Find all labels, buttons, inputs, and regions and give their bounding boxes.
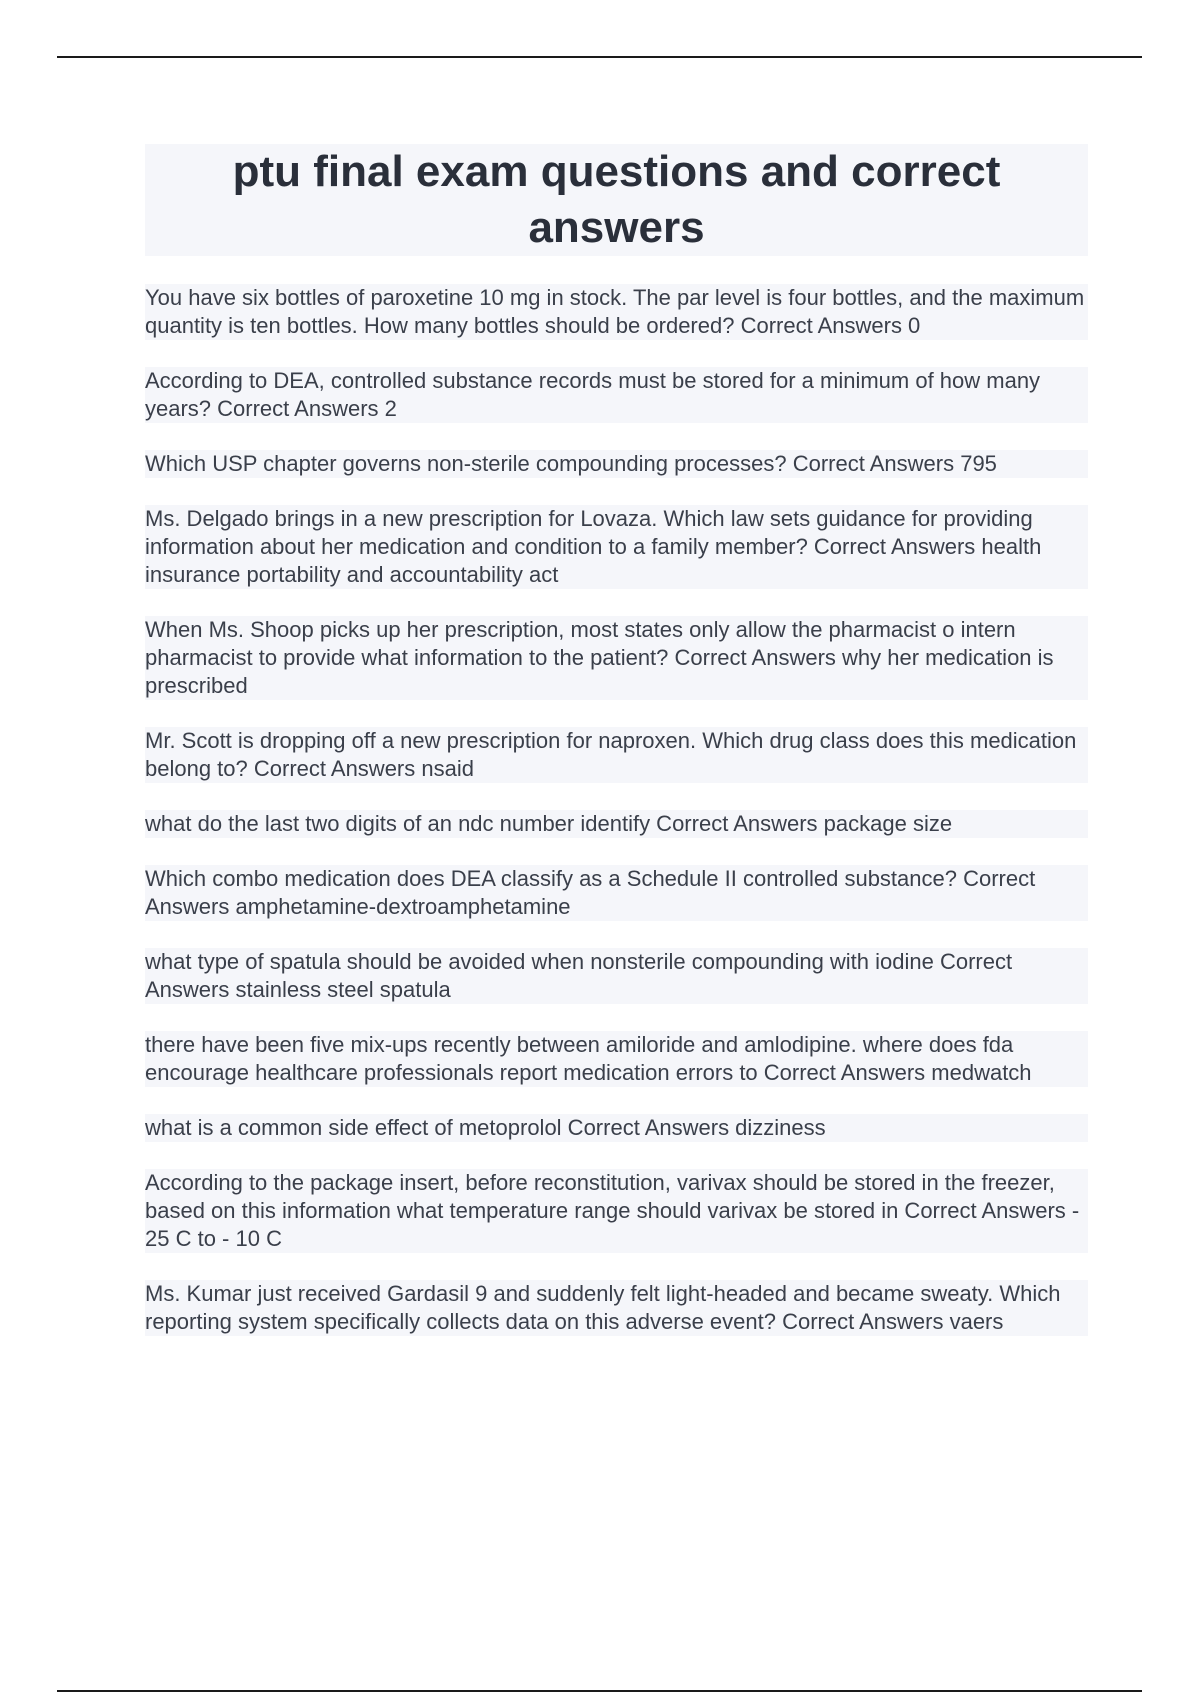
qa-item: what type of spatula should be avoided when nonsterile compounding with iodine Correct Answers stainless steel spatula [145,948,1088,1004]
page-title: ptu final exam questions and correct answers [232,147,1001,252]
qa-item: You have six bottles of paroxetine 10 mg in stock. The par level is four bottles, and the maximum quantity is ten bottles. How many bottles should be ordered? Correct Answers 0 [145,284,1088,340]
footer-rule [57,1690,1142,1692]
qa-item: what do the last two digits of an ndc number identify Correct Answers package size [145,810,1088,838]
qa-item: what is a common side effect of metoprolol Correct Answers dizziness [145,1114,1088,1142]
document-body [145,144,1088,1363]
qa-item: Which USP chapter governs non-sterile compounding processes? Correct Answers 795 [145,450,1088,478]
header-rule [57,56,1142,58]
qa-item: According to DEA, controlled substance records must be stored for a minimum of how many years? Correct Answers 2 [145,367,1088,423]
qa-item: there have been five mix-ups recently between amiloride and amlodipine. where does fda encourage healthcare professionals report medication errors to Correct Answers medwatch [145,1031,1088,1087]
qa-item: Ms. Delgado brings in a new prescription for Lovaza. Which law sets guidance for providing information about her medication and condition to a family member? Correct Answers health insurance portability and accountability act [145,505,1088,589]
qa-list [145,284,1088,1336]
qa-item: Ms. Kumar just received Gardasil 9 and suddenly felt light-headed and became sweaty. Which reporting system specifically collects data on this adverse event? Correct Answers vaers [145,1280,1088,1336]
qa-item: When Ms. Shoop picks up her prescription, most states only allow the pharmacist o intern pharmacist to provide what information to the patient? Correct Answers why her medication is prescribed [145,616,1088,700]
qa-item: Which combo medication does DEA classify as a Schedule II controlled substance? Correct Answers amphetamine-dextroamphetamine [145,865,1088,921]
qa-item: Mr. Scott is dropping off a new prescription for naproxen. Which drug class does this medication belong to? Correct Answers nsaid [145,727,1088,783]
qa-item: According to the package insert, before reconstitution, varivax should be stored in the freezer, based on this information what temperature range should varivax be stored in Correct Answers - 25 C to - 10 C [145,1169,1088,1253]
title-block [145,144,1088,256]
